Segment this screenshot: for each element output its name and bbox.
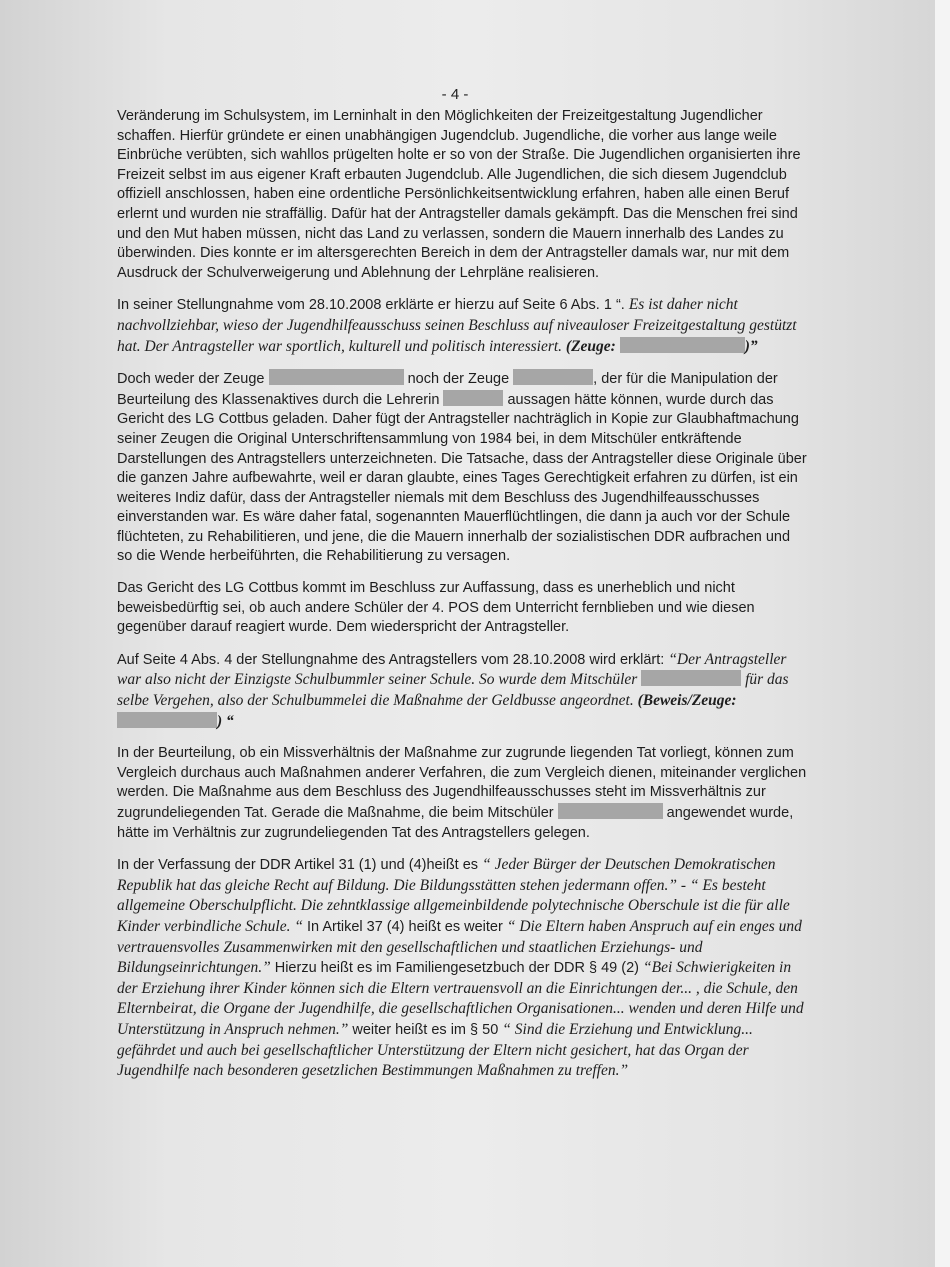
page-edge	[935, 0, 950, 1267]
p7-b: In Artikel 37 (4) heißt es weiter	[302, 918, 507, 935]
p7-quote-3: “Bei Schwierigkeiten in der Erziehung ihrer Kinder können sich die Eltern vertrauensvoll an die Einrichtungen der... , die Schule, den Elternbeirat, die Organe der Jugendhilfe, die gesellschaftlichen Organisationen... wenden und deren Hilfe und Unterstützung in Anspruch nehmen.”	[117, 959, 804, 1038]
redacted-name	[641, 670, 741, 686]
p7-a: In der Verfassung der DDR Artikel 31 (1) und (4)heißt es	[117, 857, 483, 874]
p5-close: ) “	[217, 712, 234, 730]
paragraph-1: Veränderung im Schulsystem, im Lerninhalt in den Möglichkeiten der Freizeitgestaltung Jugendlicher schaffen. Hierfür gründete er einen unabhängigen Jugendclub. Jugendliche, die vorher aus lange weile Einbrüche verübten, sich wahllos prügelten holte er so von der Straße. Die Jugendlichen organisierten ihre Freizeit selbst im aus eigener Kraft erbauten Jugendclub. Alle Jugendlichen, die sich diesem Jugendclub offiziell anschlossen, haben eine ordentliche Persönlichkeitsentwicklung erfahren, haben alle einen Beruf erlernt und wurden nie straffällig. Dafür hat der Antragsteller damals gekämpft. Das die Menschen frei sind und den Mut haben müssen, nicht das Land zu verlassen, sondern die Mauern innerhalb des Landes zu überwinden. Dies konnte er im altersgerechten Bereich in dem der Antragsteller damals war, nur mit dem Ausdruck der Schulverweigerung und Ablehnung der Lehrpläne realisieren.	[117, 108, 801, 281]
p5-evidence-label: (Beweis/Zeuge:	[637, 692, 737, 710]
p3-b: noch der Zeuge	[407, 371, 514, 388]
p5-intro: Auf Seite 4 Abs. 4 der Stellungnahme des Antragstellers vom 28.10.2008 wird erklärt:	[117, 651, 669, 668]
p2-witness-label: (Zeuge:	[565, 337, 620, 355]
p2-close: )”	[744, 337, 758, 355]
page-number: - 4 -	[441, 86, 469, 103]
redacted-name	[513, 369, 593, 385]
paragraph-2	[117, 295, 807, 357]
p3-a: Doch weder der Zeuge	[117, 371, 269, 388]
paragraph-7	[117, 855, 807, 1082]
p5-quote-2: für das selbe Vergehen, also der Schulbummelei die Maßnahme der Geldbusse angeordnet.	[117, 671, 789, 710]
p3-c: , der für die Manipulation der Beurteilung des Klassenaktives durch die Lehrerin	[117, 371, 778, 408]
p5-quote-1: “Der Antragsteller war also nicht der Einzigste Schulbummler seiner Schule. So wurde dem Mitschüler	[117, 650, 787, 689]
redacted-name	[443, 390, 503, 406]
p7-quote-2: “ Die Eltern haben Anspruch auf ein enges und vertrauensvolles Zusammenwirken mit den gesellschaftlichen und staatlichen Erziehungs- und Bildungseinrichtungen.”	[117, 917, 802, 977]
redacted-name	[558, 803, 663, 819]
p6-b: angewendet wurde, hätte im Verhältnis zur zugrundeliegenden Tat des Antragstellers gelegen.	[117, 805, 794, 841]
p7-d: weiter heißt es im § 50	[348, 1021, 503, 1038]
paragraph-6	[117, 744, 807, 843]
p6-a: In der Beurteilung, ob ein Missverhältnis der Maßnahme zur zugrunde liegenden Tat vorliegt, können zum Vergleich durchaus auch Maßnahmen anderer Verfahren, die zum Vergleich dienen, miteinander verglichen werden. Die Maßnahme aus dem Beschluss des Jugendhilfeausschusses steht im Missverhältnis zur zugrundeliegenden Tat. Gerade die Maßnahme, die beim Mitschüler	[117, 745, 807, 821]
redacted-name	[620, 337, 745, 353]
p3-d: aussagen hätte können, wurde durch das Gericht des LG Cottbus geladen. Daher fügt der Antragsteller nachträglich in Kopie zur Glaubhaftmachung seiner Zeugen die Original Unterschriftensammlung von 1984 bei, in dem Mitschüler entkräftende Darstellungen des Antragstellers unterzeichneten. Die Tatsache, dass der Antragsteller diese Originale über die ganzen Jahre aufbewahrte, weil er daran glaubte, eines Tages Gerechtigkeit erfahren zu dürfen, ist ein weiteres Indiz dafür, dass der Antragsteller niemals mit dem Beschluss des Jugendhilfeausschusses einverstanden war. Es wäre daher fatal, sogenannten Mauerflüchtlingen, die dann ja auch vor der Schule flüchteten, zu Rehabilitieren, und jene, die die Mauern innerhalb der sozialistischen DDR aufbrachen und so die Wende herbeiführten, die Rehabilitierung zu versagen.	[117, 391, 807, 565]
redacted-name	[117, 712, 217, 728]
p7-quote-4: “ Sind die Erziehung und Entwicklung... gefährdet und auch bei gesellschaftlicher Unterstützung der Eltern nicht gesichert, hat das Organ der Jugendhilfe nach besonderen gesetzlichen Bestimmungen Maßnahmen zu treffen.”	[117, 1020, 753, 1080]
p2-quote: Es ist daher nicht nachvollziehbar, wieso der Jugendhilfeausschuss seinen Beschluss auf niveauloser Freizeitgestaltung gestützt hat. Der Antragsteller war sportlich, kulturell und politisch interessiert.	[117, 296, 797, 355]
redacted-name	[269, 369, 404, 385]
paragraph-5	[117, 650, 807, 732]
p7-c: Hierzu heißt es im Familiengesetzbuch der DDR § 49 (2)	[270, 960, 644, 977]
p7-quote-1: “ Jeder Bürger der Deutschen Demokratischen Republik hat das gleiche Recht auf Bildung. Die Bildungsstätten stehen jedermann offen.” - “ Es besteht allgemeine Oberschulpflicht. Die zehntklassige allgemeinbildende polytechnische Oberschule ist die für alle Kinder verbindliche Schule. “	[117, 856, 790, 935]
paragraph-4: Das Gericht des LG Cottbus kommt im Beschluss zur Auffassung, dass es unerheblich und nicht beweisbedürftig sei, ob auch andere Schüler der 4. POS dem Unterricht fernblieben und wie diesen gegenüber darauf reagiert wurde. Dem wiederspricht der Antragsteller.	[117, 580, 755, 636]
p2-intro: In seiner Stellungnahme vom 28.10.2008 erklärte er hierzu auf Seite 6 Abs. 1 “.	[117, 297, 629, 314]
paragraph-3	[117, 369, 807, 567]
document-body	[117, 107, 807, 1094]
